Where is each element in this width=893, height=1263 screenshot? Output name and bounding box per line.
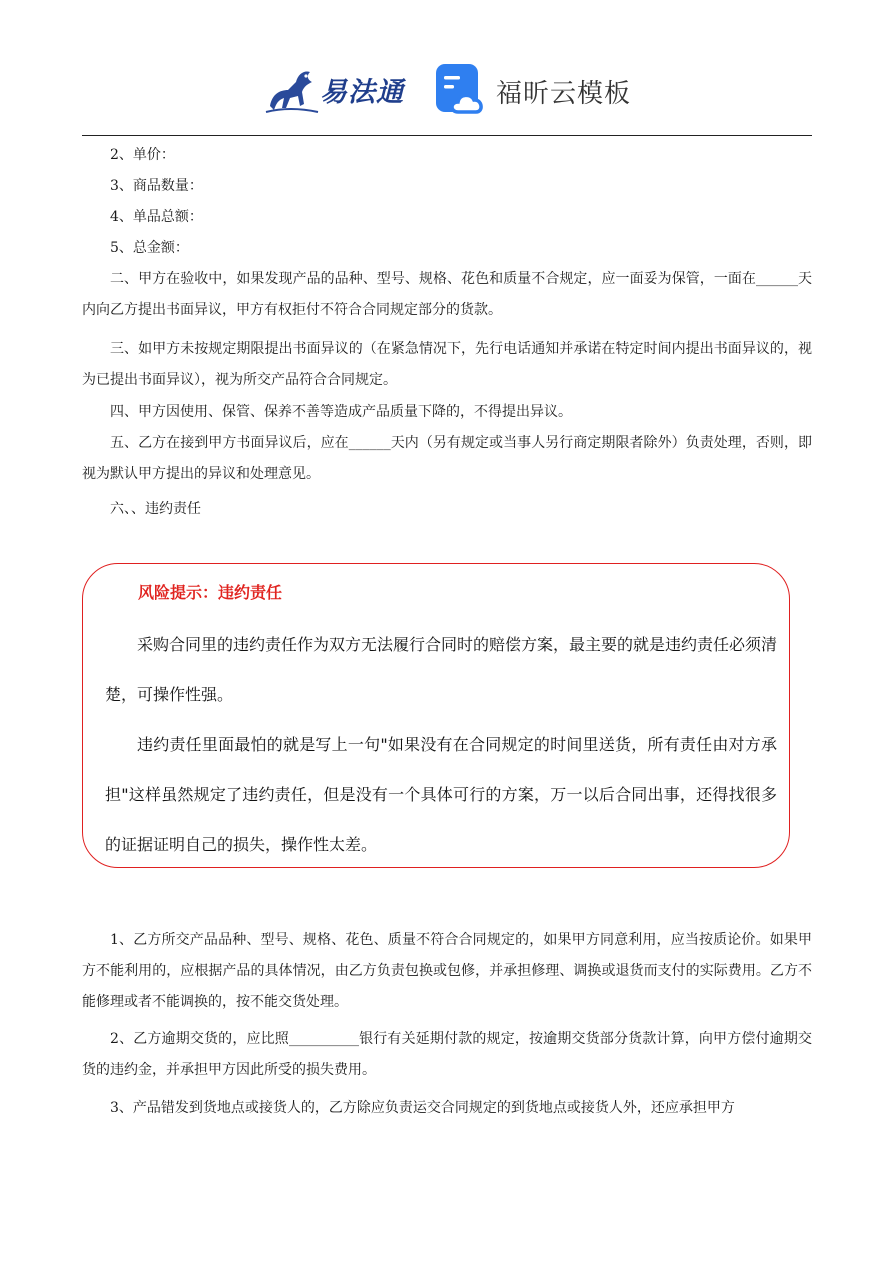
clause-quantity: 3、商品数量： (110, 178, 203, 194)
clause-item-total: 4、单品总额： (110, 209, 203, 225)
risk-paragraph: 违约责任里面最怕的就是写上一句"如果没有在合同规定的时间里送货，所有责任由对方承担"这样虽然规定了违约责任，但是没有一个具体可行的方案，万一以后合同出事，还得找很多的证据证明自己的损失，操作性太差。 (105, 735, 777, 854)
horse-emblem-icon (262, 60, 322, 118)
clause-three-objection-deadline: 三、如甲方未按规定期限提出书面异议的（在紧急情况下，先行电话通知并承诺在特定时间内提出书面异议的，视为已提出书面异议），视为所交产品符合合同规定。 (82, 341, 812, 388)
clause-unit-price: 2、单价： (110, 147, 175, 163)
clause-grand-total: 5、总金额： (110, 240, 189, 256)
clause-six-liability-heading: 六、、违约责任 (110, 501, 201, 517)
clause-two-inspection: 二、甲方在验收中，如果发现产品的品种、型号、规格、花色和质量不合规定，应一面妥为保管，一面在______天内向乙方提出书面异议，甲方有权拒付不符合合同规定部分的货款。 (82, 271, 812, 318)
risk-warning-title: 风险提示：违约责任 (138, 583, 283, 602)
cloud-document-icon (436, 64, 488, 116)
foxit-cloud-template-text: 福昕云模板 (496, 79, 632, 109)
risk-warning-body (105, 620, 777, 870)
liability-clause-two: 2、乙方逾期交货的，应比照__________银行有关延期付款的规定，按逾期交货部分货款计算，向甲方偿付逾期交货的违约金，并承担甲方因此所受的损失费用。 (82, 1031, 812, 1078)
risk-warning-box (82, 563, 790, 868)
liability-clause-one: 1、乙方所交产品品种、型号、规格、花色、质量不符合合同规定的，如果甲方同意利用，应当按质论价。如果甲方不能利用的，应根据产品的具体情况，由乙方负责包换或包修，并承担修理、调换或退货而支付的实际费用。乙方不能修理或者不能调换的，按不能交货处理。 (82, 932, 812, 1010)
foxit-cloud-template-logo (436, 64, 636, 116)
yifatong-logo-text: 易法通 (320, 77, 404, 108)
liability-clause-three: 3、产品错发到货地点或接货人的，乙方除应负责运交合同规定的到货地点或接货人外，还应承担甲方 (110, 1100, 735, 1116)
clause-five-handling: 五、乙方在接到甲方书面异议后，应在______天内（另有规定或当事人另行商定期限者除外）负责处理，否则，即视为默认甲方提出的异议和处理意见。 (82, 435, 812, 482)
clause-four-improper-use: 四、甲方因使用、保管、保养不善等造成产品质量下降的，不得提出异议。 (110, 404, 572, 420)
yifatong-logo (262, 60, 412, 118)
page-header (0, 60, 893, 122)
header-divider (82, 135, 812, 136)
risk-paragraph: 采购合同里的违约责任作为双方无法履行合同时的赔偿方案，最主要的就是违约责任必须清楚，可操作性强。 (105, 635, 778, 704)
